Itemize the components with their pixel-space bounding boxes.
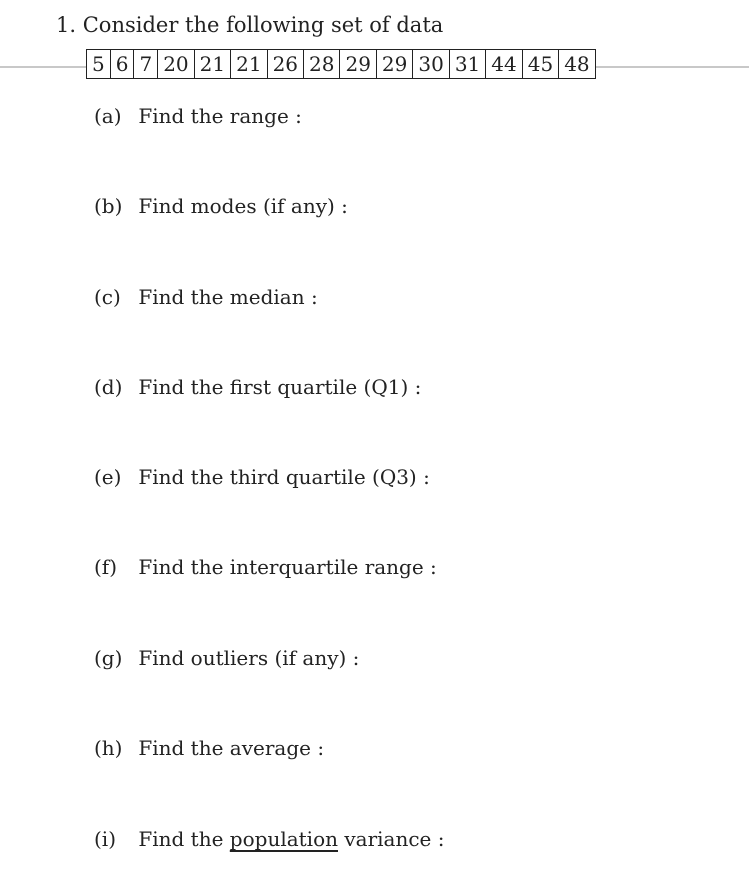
question-number: 1. [56,13,77,37]
data-cell: 26 [267,50,303,79]
data-row [87,50,596,79]
part-text: Find modes (if any) : [138,194,348,218]
part-label: (d) [94,375,123,399]
part-text-before: Find the [138,827,224,851]
part-text: Find the interquartile range : [138,555,437,579]
data-cell: 20 [158,50,194,79]
part-text: Find outliers (if any) : [138,646,360,670]
part-label: (g) [94,646,123,670]
data-cell: 5 [87,50,111,79]
part-label: (c) [94,285,121,309]
part-text: Find the third quartile (Q3) : [138,465,430,489]
part-e [94,464,430,490]
data-cell: 7 [134,50,158,79]
data-cell: 48 [559,50,595,79]
part-d [94,374,421,400]
data-cell: 45 [522,50,558,79]
part-b [94,193,348,219]
part-g [94,645,359,671]
part-c [94,284,318,310]
part-text: Find the average : [138,736,325,760]
part-label: (e) [94,465,122,489]
part-text-after: variance : [344,827,445,851]
part-label: (b) [94,194,123,218]
data-cell: 29 [340,50,376,79]
part-text: Find the first quartile (Q1) : [138,375,422,399]
data-cell: 21 [231,50,267,79]
part-text-underlined: population [229,827,338,851]
question-title [56,11,443,39]
data-cell: 44 [486,50,522,79]
part-i [94,826,444,852]
part-h [94,735,324,761]
part-label: (a) [94,104,122,128]
question-text: Consider the following set of data [82,13,444,37]
data-cell: 29 [376,50,412,79]
part-label: (f) [94,555,118,579]
data-cell: 21 [194,50,230,79]
data-table [86,49,596,79]
data-cell: 6 [110,50,134,79]
part-label: (h) [94,736,123,760]
data-cell: 28 [304,50,340,79]
data-cell: 31 [449,50,485,79]
part-f [94,554,437,580]
part-text: Find the range : [138,104,302,128]
part-text: Find the median : [138,285,318,309]
data-cell: 30 [413,50,449,79]
part-label: (i) [94,827,117,851]
part-a [94,103,302,129]
